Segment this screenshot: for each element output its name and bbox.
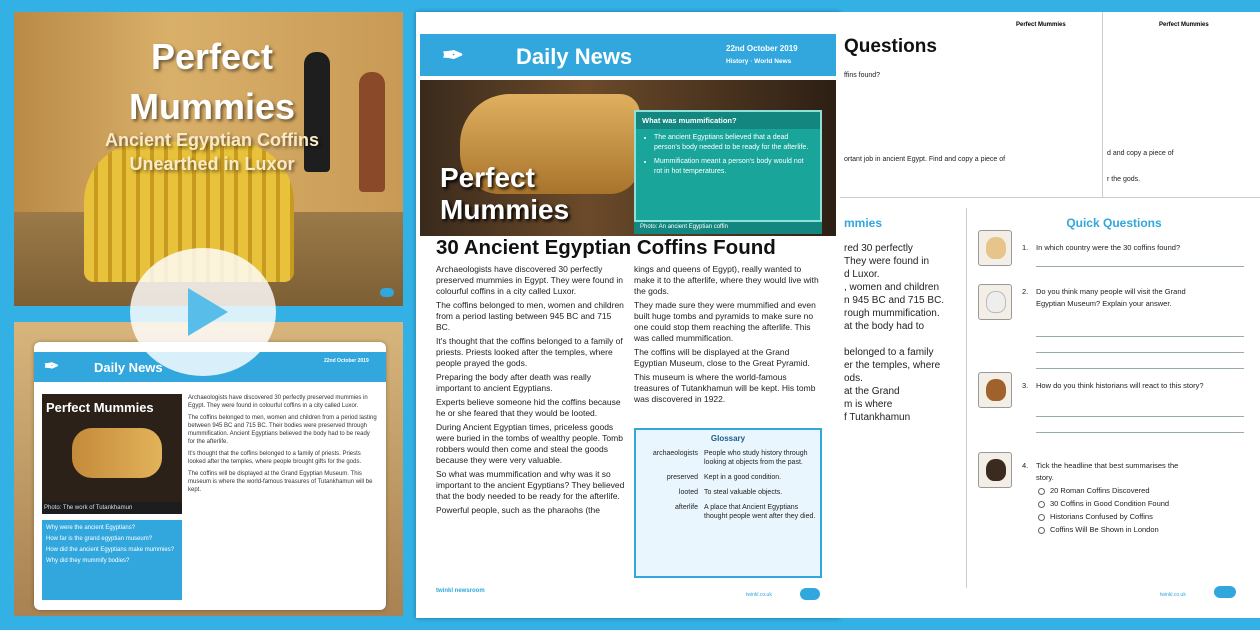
masthead-date: 22nd October 2019 (726, 44, 798, 53)
radio-circle[interactable] (1038, 501, 1045, 508)
radio-circle[interactable] (1038, 488, 1045, 495)
sheet-header: Perfect Mummies (1016, 22, 1066, 28)
question-1: In which country were the 30 coffins found? (1036, 243, 1181, 252)
glossary-def: People who study history through looking at objects from the past. (704, 450, 808, 466)
option-row[interactable] (1038, 484, 1169, 497)
photo-caption: Photo: An ancient Egyptian coffin (634, 222, 822, 234)
slide-caption: Photo: The work of Tutankhamun (42, 502, 182, 514)
glossary-row (640, 447, 816, 471)
radio-circle[interactable] (1038, 527, 1045, 534)
back-line: belonged to a family (844, 347, 934, 358)
slide-brand: Daily News (94, 360, 163, 375)
slide-question-box (42, 520, 182, 600)
footer-url: twinkl.co.uk (1160, 592, 1186, 598)
twinkl-logo-icon (1214, 586, 1236, 598)
slide-subtitle: Ancient Egyptian Coffins Unearthed in Luxor (104, 130, 319, 174)
quick-questions-panel (974, 208, 1254, 588)
back-line: , women and children (844, 282, 940, 293)
col1-para-8: Powerful people, such as the pharaohs (the (436, 505, 600, 515)
quick-questions-title: Quick Questions (1066, 216, 1162, 230)
option-label: Historians Confused by Coffins (1050, 512, 1153, 521)
dog-icon (978, 452, 1012, 488)
masthead-tags: History · World News (726, 58, 792, 65)
slide-paper (34, 342, 386, 610)
option-row[interactable] (1038, 523, 1169, 536)
glossary-term: afterlife (675, 504, 698, 511)
question-1-number: 1. (1022, 243, 1029, 252)
col1-para-2: The coffins belonged to men, women and children from a period lasting between 945 BC and 715 BC. (436, 300, 624, 332)
question-fragment-gods: r the gods. (1107, 176, 1141, 183)
radio-circle[interactable] (1038, 514, 1045, 521)
play-button[interactable] (130, 248, 276, 376)
back-line: m is where (844, 399, 893, 410)
slide-question-3: How did the ancient Egyptians make mummies? (46, 547, 175, 553)
footer-logo: twinkl newsroom (436, 588, 485, 594)
glossary-row (640, 471, 816, 486)
glossary-title: Glossary (710, 434, 746, 443)
question-2: Do you think many people will visit the Grand Egyptian Museum? Explain your answer. (1036, 287, 1186, 308)
glossary-def: To steal valuable objects. (704, 489, 783, 496)
option-label: Coffins Will Be Shown in London (1050, 525, 1159, 534)
slide-hero-image (42, 394, 182, 502)
slide-body (188, 394, 378, 494)
slide-title-line1: Perfect (150, 36, 274, 77)
glossary-box (634, 428, 822, 578)
back-line: ods. (844, 373, 863, 384)
question-3: How do you think historians will react to this story? (1036, 381, 1204, 390)
question-fragment-copy: d and copy a piece of (1107, 150, 1174, 157)
back-line: n 945 BC and 715 BC. (844, 295, 945, 306)
answer-line (1036, 266, 1244, 267)
questions-title: Questions (844, 36, 937, 57)
slide-question-1: Why were the ancient Egyptians? (46, 525, 136, 531)
slide-date: 22nd October 2019 (324, 358, 369, 364)
slide-hero-title: Perfect Mummies (46, 400, 154, 415)
back-line: er the temples, where (844, 360, 941, 371)
answer-line (1036, 432, 1244, 433)
glossary-term: preserved (666, 474, 698, 481)
col1-para-1: Archaeologists have discovered 30 perfectly preserved mummies in Egypt. They were found in colourful coffins in a city called Luxor. (436, 264, 623, 296)
glossary-def: Kept in a good condition. (704, 474, 782, 481)
twinkl-logo-icon (380, 288, 394, 297)
slide-question-4: Why did they mummify bodies? (46, 558, 130, 564)
slide-mummy-image (72, 428, 162, 478)
glossary-def: A place that Ancient Egyptians thought people went after they died. (704, 504, 816, 520)
back-line: at the Grand (844, 386, 900, 397)
questions-sheet-back-2 (1102, 12, 1260, 198)
question-3-number: 3. (1022, 381, 1029, 390)
box-point-2: • Mummification meant a person's body would not rot in hot temperatures. (654, 157, 812, 177)
dog-icon (978, 230, 1012, 266)
masthead-brand: Daily News (516, 44, 633, 69)
back-heading: mmies (844, 216, 883, 230)
glossary-term: archaeologists (652, 450, 698, 457)
col1-para-7: So what was mummification and why was it so important to the ancient Egyptians? They believed that the body needed to be ready for the afterlife. (436, 469, 625, 501)
box-point-1: • The ancient Egyptians believed that a dead person's body needed to be ready for the afterlife. (654, 133, 812, 153)
answer-line (1036, 416, 1244, 417)
dog-icon (978, 284, 1012, 320)
option-label: 30 Coffins in Good Condition Found (1050, 499, 1170, 508)
headline-options (1038, 484, 1169, 536)
answer-line (1036, 336, 1244, 337)
option-label: 20 Roman Coffins Discovered (1050, 486, 1150, 495)
col1-para-4: Preparing the body after death was really important to ancient Egyptians. (436, 372, 591, 393)
slide-body-4: The coffins will be displayed at the Grand Egyptian Museum. This museum is where the world-famous treasures of Tutankhamun will be kept. (188, 471, 373, 493)
option-row[interactable] (1038, 510, 1169, 523)
hero-title-line2: Mummies (440, 194, 570, 225)
col2-para-3: The coffins will be displayed at the Grand Egyptian Museum, close to the Great Pyramid. (634, 347, 810, 368)
question-fragment-found: ffins found? (844, 72, 881, 79)
glossary-row (640, 486, 816, 501)
mummification-box (634, 110, 822, 222)
question-4-number: 4. (1022, 461, 1029, 470)
col1-para-6: During Ancient Egyptian times, priceless goods were buried in the tombs of wealthy people. Tomb robbers would then come and steal the goods because they were very valuable. (436, 422, 623, 465)
questions-sheet (840, 12, 1260, 618)
dog-icon (978, 372, 1012, 408)
headline: 30 Ancient Egyptian Coffins Found (436, 236, 776, 259)
col1-para-5: Experts believe someone hid the coffins because he or she feared that they would be looted. (436, 397, 621, 418)
col2-para-1: kings and queens of Egypt), really wanted to make it to the afterlife, where they would live with the gods. (634, 264, 819, 296)
question-4: Tick the headline that best summarises the story. (1036, 461, 1179, 482)
back-line-spacer (844, 333, 966, 346)
slide-body-1: Archaeologists have discovered 30 perfectly preserved mummies in Egypt. They were found in colourful coffins in a city called Luxor. (188, 395, 368, 409)
slide-body-2: The coffins belonged to men, women and children from a period lasting between 945 BC and 715 BC. Their bodies were preserved through mummification. Ancient Egyptians believed the body had to be ready for the afterlife. (188, 415, 377, 445)
back-line: f Tutankhamun (844, 412, 911, 423)
quill-icon: ✒ (442, 40, 464, 70)
masthead (420, 34, 836, 76)
glossary-term: looted (678, 489, 698, 496)
hero-title-line1: Perfect (440, 162, 535, 193)
back-line: They were found in (844, 256, 930, 267)
twinkl-logo-icon (800, 588, 820, 600)
article-column-1 (436, 264, 626, 519)
back-line: d Luxor. (844, 269, 880, 280)
slide-question-2: How far is the grand egyptian museum? (46, 536, 153, 542)
footer-url: twinkl.co.uk (746, 592, 772, 598)
question-2-number: 2. (1022, 287, 1029, 296)
sheet-header: Perfect Mummies (1159, 22, 1209, 28)
questions-sheet-back-1 (840, 12, 1110, 198)
col2-para-2: They made sure they were mummified and even built huge tombs and pyramids to make sure no one could stop them reaching the afterlife. This was called mummification. (634, 300, 816, 343)
newspaper-page (416, 12, 840, 618)
box-title: What was mummification? (636, 112, 820, 129)
back-line: red 30 perfectly (844, 243, 913, 254)
question-fragment-job: ortant job in ancient Egypt. Find and copy a piece of (844, 156, 1006, 163)
col1-para-3: It's thought that the coffins belonged to a family of priests. Priests looked after the temples, where people prayed the gods. (436, 336, 623, 368)
back-line: rough mummification. (844, 308, 940, 319)
glossary-row (640, 501, 816, 525)
article-column-2 (634, 264, 822, 408)
back-lines (840, 242, 966, 424)
option-row[interactable] (1038, 497, 1169, 510)
slide-body-3: It's thought that the coffins belonged to a family of priests. Priests looked after the temples, where people brought gifts for the gods. (188, 451, 362, 465)
answer-line (1036, 352, 1244, 353)
col2-para-4: This museum is where the world-famous treasures of Tutankhamun will be kept. His tomb was discovered in 1922. (634, 372, 816, 404)
slide-title-line2: Mummies (128, 86, 296, 127)
quill-icon: ✒ (44, 356, 60, 376)
article-back-column (840, 208, 966, 588)
back-line: at the body had to (844, 321, 925, 332)
column-divider (966, 208, 967, 588)
answer-line (1036, 368, 1244, 369)
